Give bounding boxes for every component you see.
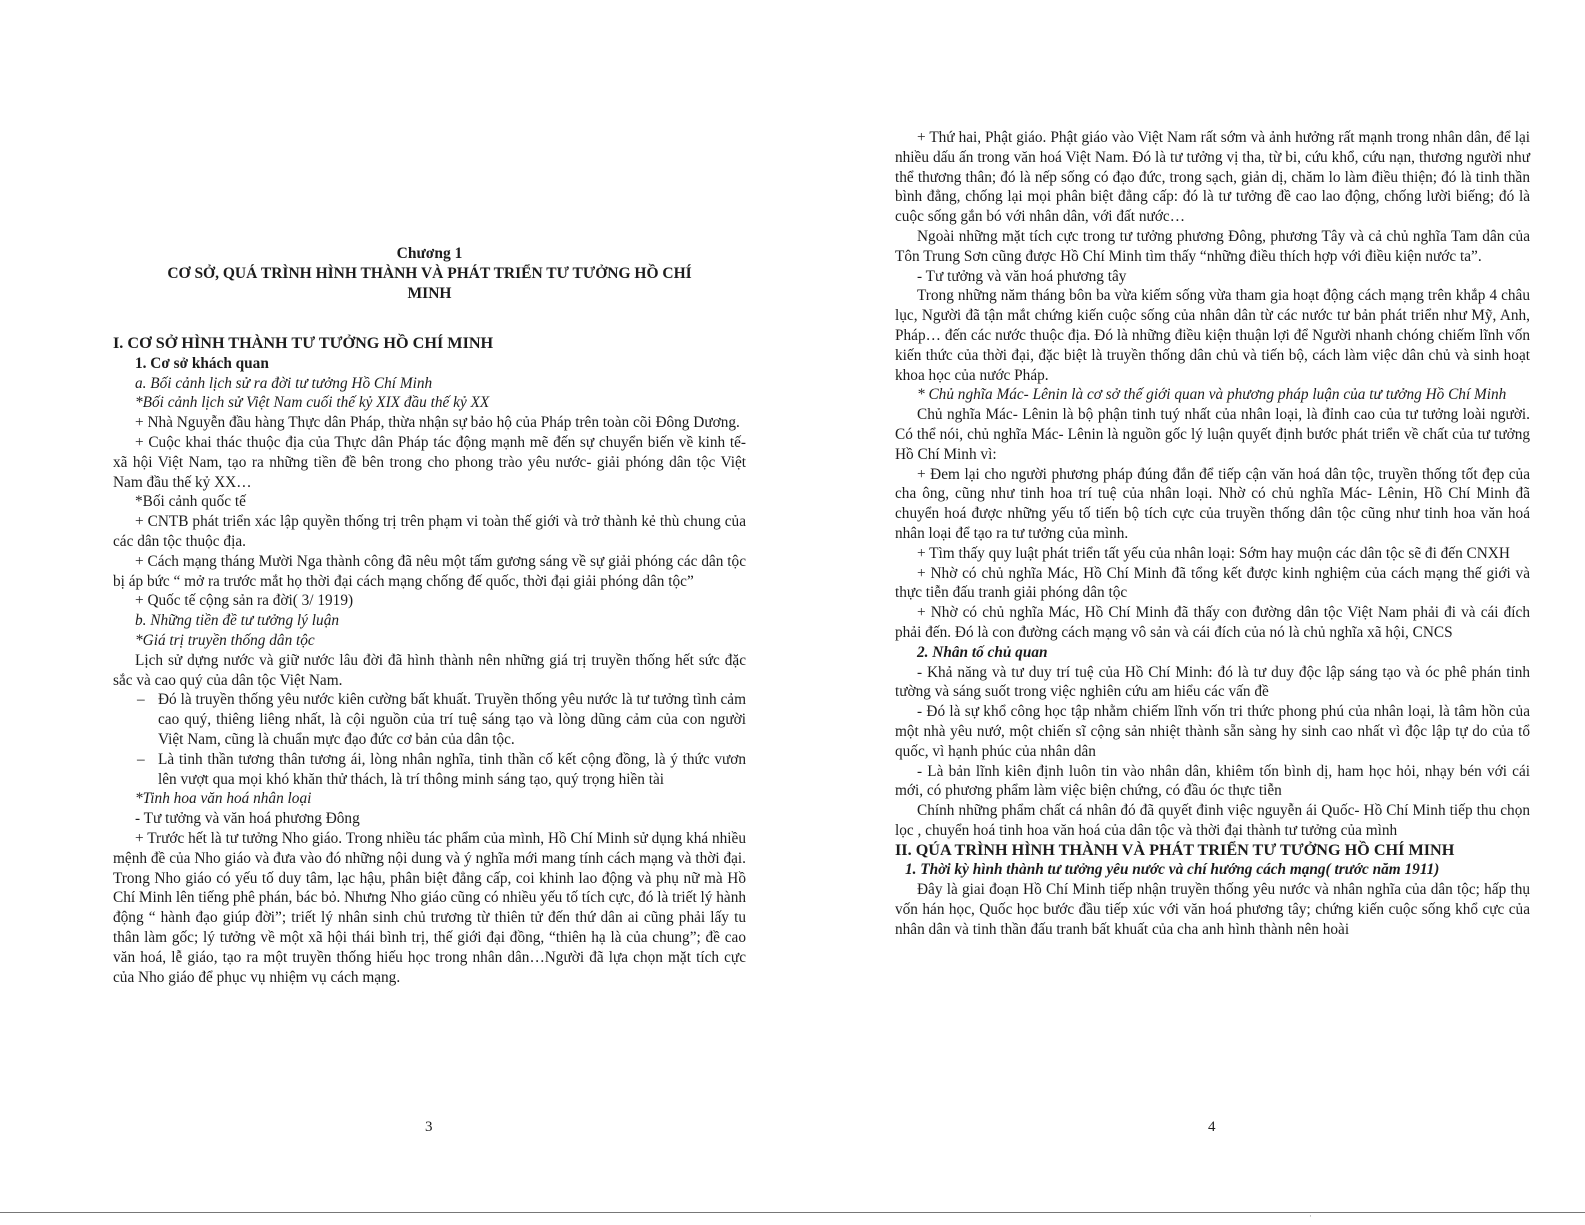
section-title: I. CƠ SỞ HÌNH THÀNH TƯ TƯỞNG HỒ CHÍ MINH <box>113 334 494 352</box>
paragraph: Chính những phẩm chất cá nhân đó đã quyết đinh việc nguyễn ái Quốc- Hồ Chí Minh tiếp thu chọn lọc , chuyển hoá tinh hoa văn hoá của dân tộc và thời đại thành tư tưởng của mình <box>895 802 1530 839</box>
paragraph: - Khả năng và tư duy trí tuệ của Hồ Chí Minh: đó là tư duy độc lập sáng tạo và óc phê phán tinh tường và sáng suốt trong việc nghiên cứu am hiểu các vấn đề <box>895 663 1530 701</box>
marxism-heading: * Chủ nghĩa Mác- Lênin là cơ sở thế giới quan và phương pháp luận của tư tưởng Hồ Chí Minh <box>917 386 1507 404</box>
item-b-heading: b. Những tiền đề tư tưởng lý luận <box>135 612 339 630</box>
section-2-title: II. QÚA TRÌNH HÌNH THÀNH VÀ PHÁT TRIỂN TƯ TƯỞNG HỒ CHÍ MINH <box>895 840 1455 859</box>
dash-item-text: Đó là truyền thống yêu nước kiên cường bất khuất. Truyền thống yêu nước là tư tưởng tình cảm cao quý, thiêng liêng nhất, là cội nguồn của trí tuệ sáng tạo và lòng dũng cảm của con người Việt Nam, cũng là chuẩn mực đạo đức cơ bản của dân tộc. <box>158 691 746 748</box>
paragraph: + Nhờ có chủ nghĩa Mác, Hồ Chí Minh đã thấy con đường dân tộc Việt Nam phải đi và cái đích phải đến. Đó là con đường cách mạng vô sản và cái đích của nó là chủ nghĩa xã hội, CNCS <box>895 604 1530 641</box>
item-b-subheading-2: *Tinh hoa văn hoá nhân loại <box>135 790 312 808</box>
paragraph: - Là bản lĩnh kiên định luôn tin vào nhân dân, khiêm tốn bình dị, ham học hỏi, nhạy bén với cái mới, có phương phẩm làm việc biện chứng, có đầu óc thực tiễn <box>895 762 1530 800</box>
paragraph: + Đem lại cho người phương pháp đúng đắn để tiếp cận văn hoá dân tộc, truyền thống tốt đẹp của cha ông, cũng như tinh hoa trí tuệ của nhân loại. Nhờ có chủ nghĩa Mác- Lênin, Hồ Chí Minh đã chuyển hoá được những yếu tố tiến bộ tích cực của truyền thống dân tộc cũng như tinh hoa văn hoá nhân loại để tạo ra tư tưởng của mình. <box>895 465 1530 542</box>
paragraph: + Tìm thấy quy luật phát triển tất yếu của nhân loại: Sớm hay muộn các dân tộc sẽ đi đến CNXH <box>917 544 1510 562</box>
paragraph: Chủ nghĩa Mác- Lênin là bộ phận tinh tuý nhất của nhân loại, là đỉnh cao của tư tưởng loài người. Có thể nói, chủ nghĩa Mác- Lênin là nguồn gốc lý luận quyết định bước phát triển về chất của tư tưởng Hồ Chí Minh vì: <box>895 406 1530 463</box>
paragraph: Lịch sử dựng nước và giữ nước lâu đời đã hình thành nên những giá trị truyền thống hết sức đặc sắc và cao quý của dân tộc Việt Nam. <box>113 651 746 689</box>
item-a-heading: a. Bối cảnh lịch sử ra đời tư tưởng Hồ Chí Minh <box>135 374 433 392</box>
dash-bullet: – <box>137 750 145 768</box>
paragraph: + Thứ hai, Phật giáo. Phật giáo vào Việt Nam rất sớm và ảnh hưởng rất mạnh trong nhân dân, để lại nhiều dấu ấn trong văn hoá Việt Nam. Đó là tư tưởng vị tha, từ bi, cứu khổ, cứu nạn, thương người như thể thương thân; đó là nếp sống có đạo đức, trong sạch, giản dị, chăm lo làm điều thiện; đó là tinh thần bình đẳng, chống lại mọi phân biệt đẳng cấp: đó là tư tưởng đề cao lao động, chống lười biếng; đó là cuộc sống gắn bó với nhân dân, với đất nước… <box>895 129 1530 226</box>
paragraph: - Tư tưởng và văn hoá phương Đông <box>135 810 360 828</box>
paragraph: Trong những năm tháng bôn ba vừa kiếm sống vừa tham gia hoạt động cách mạng trên khắp 4 châu lục, Người đã tận mắt chứng kiến cuộc sống của nhân dân từ các nước tư bản phát triển như Mỹ, Anh, Pháp… đến các nước thuộc địa. Đó là những điều kiện thuận lợi để Người nhanh chóng chiếm lĩnh vốn kiến thức của thời đại, đặc biệt là truyền thống dân chủ và tiến bộ, cách làm việc dân chủ và sinh hoạt khoa học của nước Pháp. <box>895 287 1530 384</box>
item-b-subheading: *Giá trị truyền thống dân tộc <box>135 631 315 649</box>
paragraph: + Trước hết là tư tưởng Nho giáo. Trong nhiều tác phẩm của mình, Hồ Chí Minh sử dụng khá nhiều mệnh đề của Nho giáo và đưa vào đó những nội dung và ý nghĩa mới mang tính cách mạng và thời đại. Trong Nho giáo có yếu tố duy tâm, lạc hậu, phân biệt đẳng cấp, coi khinh lao động và phụ nữ mà Hồ Chí Minh lên tiếng phê phán, bác bỏ. Nhưng Nho giáo cũng có nhiều yếu tố tích cực, đó là triết lý hành động “ hành đạo giúp đời”; triết lý nhân sinh chủ trương từ thiên tử đến thứ dân ai cũng phải lấy tu thân làm gốc; lý tưởng về một xã hội thái bình trị, thế giới đại đồng, “thiên hạ là của chung”; đề cao văn hoá, lễ giáo, tạo ra một truyền thống hiếu học trong nhân dân…Người đã lựa chọn mặt tích cực của Nho giáo để phục vụ nhiệm vụ cách mạng. <box>113 829 746 986</box>
left-page <box>0 0 792 1212</box>
paragraph: + CNTB phát triển xác lập quyền thống trị trên phạm vi toàn thế giới và trở thành kẻ thù chung của các dân tộc thuộc địa. <box>113 513 746 550</box>
paragraph: + Quốc tế cộng sản ra đời( 3/ 1919) <box>135 592 354 610</box>
paragraph: Đây là giai đoạn Hồ Chí Minh tiếp nhận truyền thống yêu nước và nhân nghĩa của dân tộc; hấp thụ vốn hán học, Quốc học bước đầu tiếp xúc với văn hoá phương tây; chứng kiến cuộc sống khổ cực của nhân dân và tinh thần đấu tranh bất khuất của cha anh hình thành nên hoài <box>895 881 1530 938</box>
page-number: 3 <box>425 1119 433 1135</box>
paragraph: *Bối cảnh quốc tế <box>135 493 246 511</box>
dash-list-item <box>113 750 746 790</box>
subsection-title: 1. Cơ sở khách quan <box>135 354 269 372</box>
paragraph: + Cuộc khai thác thuộc địa của Thực dân Pháp tác động mạnh mẽ đến sự chuyển biến về kinh tế- xã hội Việt Nam, tạo ra những tiền đề bên trong cho phong trào yêu nước- giải phóng dân tộc Việt Nam đầu thế kỷ XX… <box>113 433 746 491</box>
dash-item-text: Là tinh thần tương thân tương ái, lòng nhân nghĩa, tinh thần cố kết cộng đồng, là ý thức vươn lên vượt qua mọi khó khăn thử thách, là trí thông minh sáng tạo, quý trọng hiền tài <box>158 750 746 788</box>
left-page-body <box>113 244 746 987</box>
item-a-subheading: *Bối cảnh lịch sử Việt Nam cuối thế kỷ XIX đầu thế kỷ XX <box>135 394 490 412</box>
paragraph: + Cách mạng tháng Mười Nga thành công đã nêu một tấm gương sáng về sự giải phóng các dân tộc bị áp bức “ mở ra trước mắt họ thời đại cách mạng chống đế quốc, thời đại giải phóng dân tộc” <box>113 552 746 590</box>
chapter-label: Chương 1 <box>396 245 463 262</box>
chapter-title: CƠ SỞ, QUÁ TRÌNH HÌNH THÀNH VÀ PHÁT TRIỂN TƯ TƯỞNG HỒ CHÍ MINH <box>167 265 692 302</box>
bottom-rule <box>0 1212 1585 1213</box>
footer-mark: ⸼ <box>1310 1211 1312 1217</box>
dash-list-item <box>113 690 746 749</box>
paragraph: + Nhà Nguyễn đầu hàng Thực dân Pháp, thừa nhận sự bảo hộ của Pháp trên toàn cõi Đông Dương. <box>135 414 740 432</box>
paragraph: + Nhờ có chủ nghĩa Mác, Hồ Chí Minh đã tổng kết được kinh nghiệm của cách mạng thế giới và thực tiễn đấu tranh giải phóng dân tộc <box>895 564 1530 602</box>
dash-bullet: – <box>137 691 145 709</box>
paragraph: - Tư tưởng và văn hoá phương tây <box>917 267 1127 285</box>
right-page-body <box>895 128 1530 940</box>
paragraph: - Đó là sự khổ công học tập nhằm chiếm lĩnh vốn tri thức phong phú của nhân loại, là tâm hồn của một nhà yêu nướ, một chiến sĩ cộng sản nhiệt thành sẵn sàng hy sinh cao nhất vì độc lập tự do của tổ quốc, vì hạnh phúc của nhân dân <box>895 703 1530 760</box>
right-page <box>792 0 1585 1212</box>
period-1-heading: 1. Thời kỳ hình thành tư tưởng yêu nước và chí hướng cách mạng( trước năm 1911) <box>905 861 1440 879</box>
paragraph: Ngoài những mặt tích cực trong tư tưởng phương Đông, phương Tây và cả chủ nghĩa Tam dân của Tôn Trung Sơn cũng được Hồ Chí Minh tìm thấy “những điều thích hợp với điều kiện nước ta”. <box>895 227 1530 265</box>
subjective-factor-heading: 2. Nhân tố chủ quan <box>917 643 1048 661</box>
page-number: 4 <box>1208 1119 1216 1135</box>
